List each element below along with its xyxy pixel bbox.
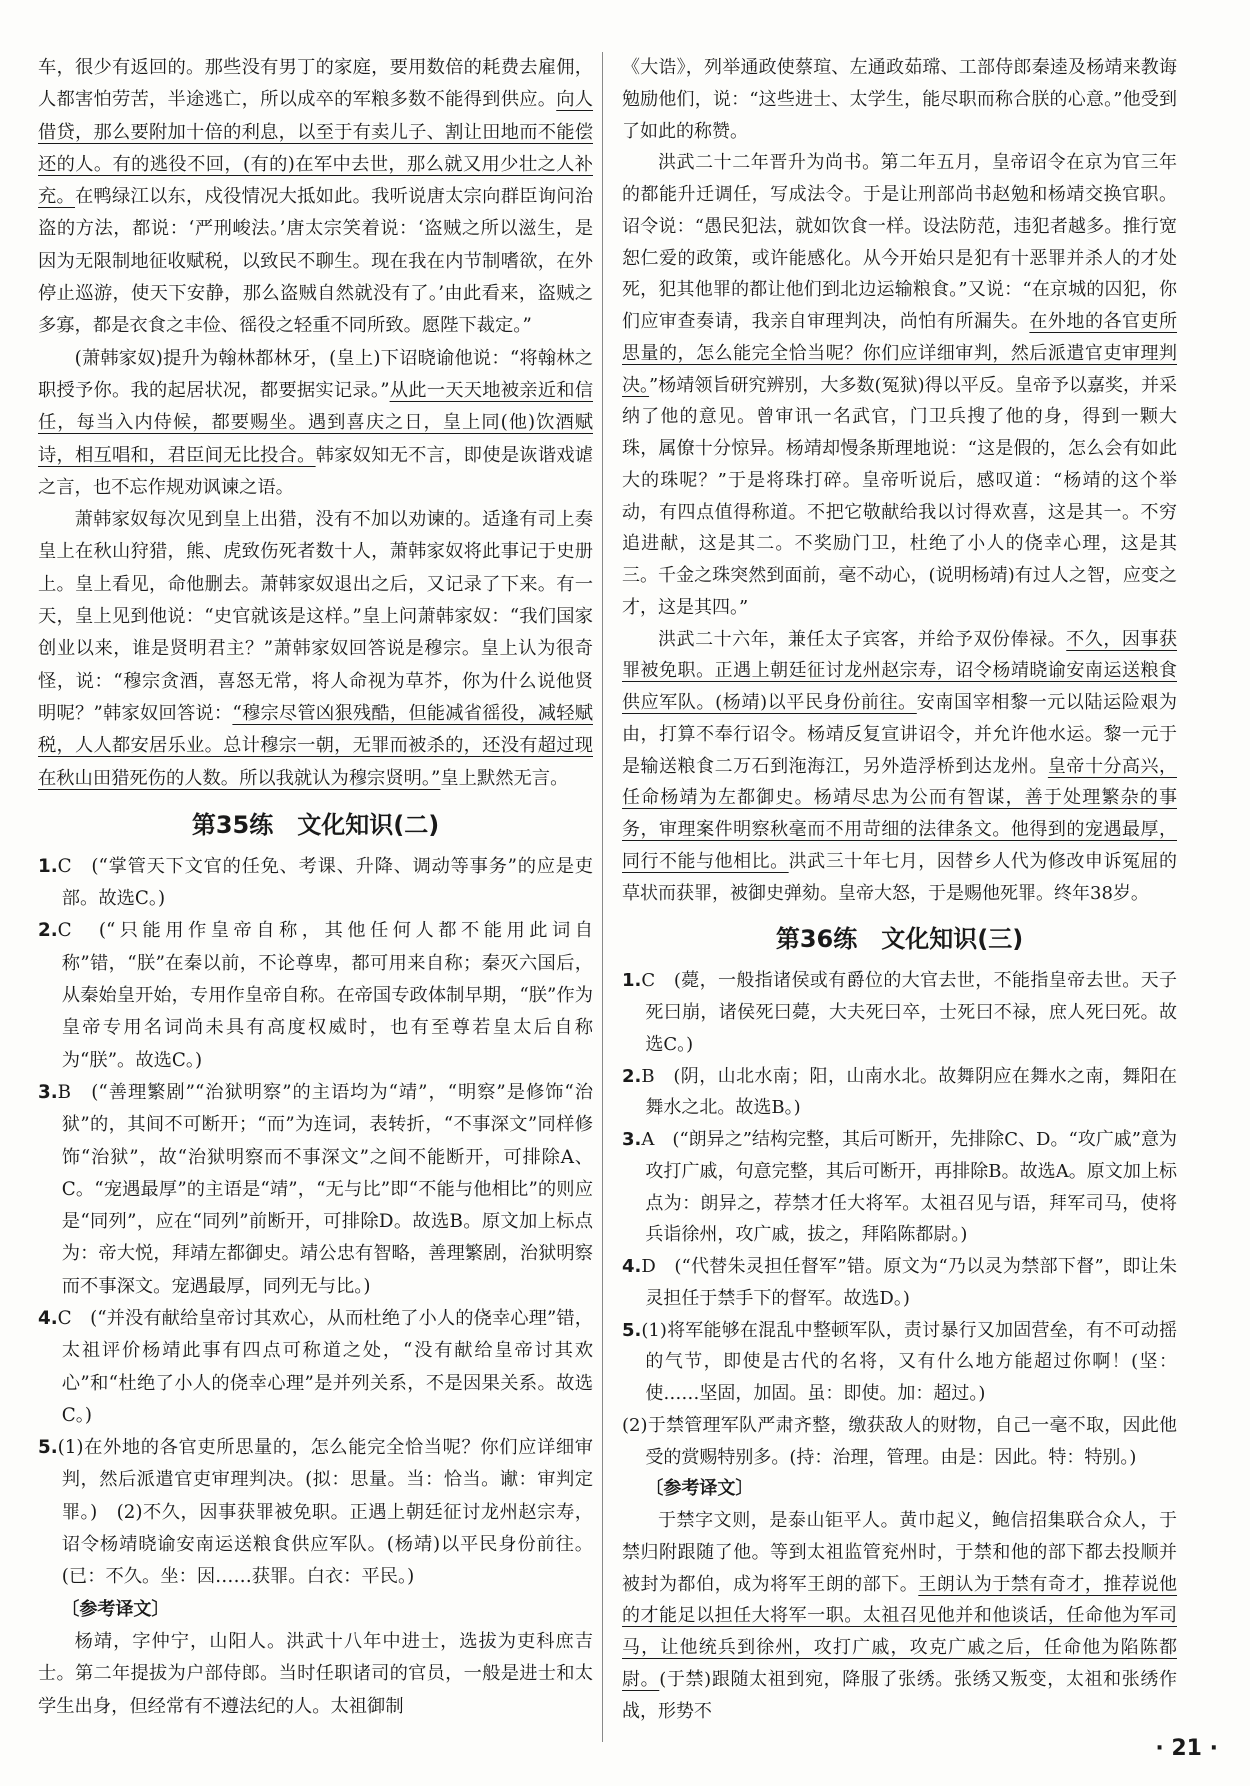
section-title: 第35练 文化知识(二) [191, 810, 440, 839]
reference-translation-label: 〔参考译文〕 [61, 1598, 170, 1620]
column-divider [602, 52, 603, 1742]
answer-item: 1.C (薨，一般指诸侯或有爵位的大官去世，不能指皇帝去世。天子死曰崩，诸侯死曰薨，大夫死曰卒，士死曰不禄，庶人死曰死。故选C。) [622, 970, 1177, 1055]
answer-item: 4.D (“代替朱灵担任督军”错。原文为“乃以灵为禁部下督”，即让朱灵担任于禁手下的督军。故选D。) [622, 1256, 1177, 1309]
paragraph: 于禁字文则，是泰山钜平人。黄巾起义，鲍信招集联合众人，于禁归附跟随了他。等到太祖监管兖州时，于禁和他的部下都去投顺并被封为都伯，成为将军王朗的部下。王朗认为于禁有奇才，推荐说他的才能足以担任大将军一职。太祖召见他并和他谈话，任命他为军司马，让他统兵到徐州，攻打广戚，攻克广戚之后，任命他为陷陈都尉。(于禁)跟随太祖到宛，降服了张绣。张绣又叛变，太祖和张绣作战，形势不 [622, 1510, 1178, 1722]
answer-item: 3.B (“善理繁剧”“治狱明察”的主语均为“靖”，“明察”是修饰“治狱”的，其间不可断开；“而”为连词，表转折，“不事深文”同样修饰“治狱”，故“治狱明察而不事深文”之间不能断开，可排除A、C。“宠遇最厚”的主语是“靖”，“无与比”即“不能与他相比”的则应是“同列”，应在“同列”前断开，可排除D。故选B。原文加上标点为：帝大悦，拜靖左都御史。靖公忠有智略，善理繁剧，治狱明察而不事深文。宠遇最厚，同列无与比。) [38, 1081, 593, 1297]
right-column [622, 52, 1177, 1727]
answer-item: 2.C (“只能用作皇帝自称，其他任何人都不能用此词自称”错，“朕”在秦以前，不论尊卑，都可用来自称；秦灭六国后，从秦始皇开始，专用作皇帝自称。在帝国专政体制早期，“朕”作为皇帝专用名词尚未具有高度权威时，也有至尊若皇太后自称为“朕”。故选C。) [38, 920, 593, 1071]
answer-item: 5.(1)在外地的各官吏所思量的，怎么能完全恰当呢？你们应详细审判，然后派遣官吏审理判决。(拟：思量。当：恰当。谳：审判定罪。) (2)不久，因事获罪被免职。正遇上朝廷征讨龙州赵宗寿，诏令杨靖晓谕安南运送粮食供应军队。(杨靖)以平民身份前往。(已：不久。坐：因……获罪。白衣：平民。) [38, 1437, 593, 1588]
left-column [38, 52, 593, 1723]
answer-item: 5.(1)将军能够在混乱中整顿军队，责讨暴行又加固营垒，有不可动摇的气节，即使是古代的名将，又有什么地方能超过你啊！(坚：使……坚固，加固。虽：即使。加：超过。) [622, 1319, 1177, 1404]
reference-translation-label: 〔参考译文〕 [645, 1478, 754, 1500]
paragraph: 车，很少有返回的。那些没有男丁的家庭，要用数倍的耗费去雇佣，人都害怕劳苦，半途逃亡，所以成卒的军粮多数不能得到供应。向人借贷，那么要附加十倍的利息，以至于有卖儿子、割让田地而不能偿还的人。有的逃役不回，(有的)在军中去世，那么就又用少壮之人补充。在鸭绿江以东，戍役情况大抵如此。我听说唐太宗向群臣询问治盗的方法，都说：‘严刑峻法。’唐太宗笑着说：‘盗贼之所以滋生，是因为无限制地征收赋税，以致民不聊生。现在我在内节制嗜欲，在外停止巡游，使天下安静，那么盗贼自然就没有了。’由此看来，盗贼之多寡，都是衣食之丰俭、徭役之轻重不同所致。愿陛下裁定。” [38, 57, 594, 337]
answer-item: 4.C (“并没有献给皇帝讨其欢心，从而杜绝了小人的侥幸心理”错，太祖评价杨靖此事有四点可称道之处，“没有献给皇帝讨其欢心”和“杜绝了小人的侥幸心理”是并列关系，不是因果关系。故选C。) [38, 1307, 593, 1426]
answer-item: 3.A (“朗异之”结构完整，其后可断开，先排除C、D。“攻广戚”意为攻打广戚，句意完整，其后可断开，再排除B。故选A。原文加上标点为：朗异之，荐禁才任大将军。太祖召见与语，拜军司马，使将兵诣徐州，攻广戚，拔之，拜陷陈都尉。) [622, 1129, 1177, 1246]
paragraph: (萧韩家奴)提升为翰林都林牙，(皇上)下诏晓谕他说：“将翰林之职授予你。我的起居状况，都要据实记录。”从此一天天地被亲近和信任，每当入内侍候，都要赐坐。遇到喜庆之日，皇上同(他)饮酒赋诗，相互唱和，君臣间无比投合。韩家奴知无不言，即使是诙谐戏谑之言，也不忘作规劝讽谏之语。 [38, 347, 594, 498]
section-title: 第36练 文化知识(三) [775, 925, 1024, 954]
paragraph: 杨靖，字仲宁，山阳人。洪武十八年中进士，选拔为吏科庶吉士。第二年提拔为户部侍郎。当时任职诸司的官员，一般是进士和太学生出身，但经常有不遵法纪的人。太祖御制 [38, 1630, 593, 1717]
paragraph: 《大诰》，列举通政使蔡瑄、左通政茹瑺、工部侍郎秦逵及杨靖来教诲勉励他们，说：“这些进士、太学生，能尽职而称合朕的心意。”他受到了如此的称赞。 [622, 57, 1177, 142]
answer-item: 2.B (阴，山北水南；阳，山南水北。故舞阴应在舞水之南，舞阳在舞水之北。故选B。) [622, 1065, 1177, 1119]
answer-item: 1.C (“掌管天下文官的任免、考课、升降、调动等事务”的应是吏部。故选C。) [38, 855, 593, 910]
paragraph: 洪武二十二年晋升为尚书。第二年五月，皇帝诏令在京为官三年的都能升迁调任，写成法令。于是让刑部尚书赵勉和杨靖交换官职。诏令说：“愚民犯法，就如饮食一样。设法防范，违犯者越多。推行宽恕仁爱的政策，或许能感化。从今开始只是犯有十恶罪并杀人的才处死，犯其他罪的都让他们到北边运输粮食。”又说：“在京城的囚犯，你们应审查奏请，我亲自审理判决，尚怕有所漏失。在外地的各官吏所思量的，怎么能完全恰当呢？你们应详细审判，然后派遣官吏审理判决。”杨靖领旨研究辨别，大多数(冤狱)得以平反。皇帝予以嘉奖，并采纳了他的意见。曾审讯一名武官，门卫兵搜了他的身，得到一颗大珠，属僚十分惊异。杨靖却慢条斯理地说：“这是假的，怎么会有如此大的珠呢？”于是将珠打碎。皇帝听说后，感叹道：“杨靖的这个举动，有四点值得称道。不把它敬献给我以讨得欢喜，这是其一。不穷追进献，这是其二。不奖励门卫，杜绝了小人的侥幸心理，这是其三。千金之珠突然到面前，毫不动心，(说明杨靖)有过人之智，应变之才，这是其四。” [622, 152, 1178, 618]
paragraph: 萧韩家奴每次见到皇上出猎，没有不加以劝谏的。适逢有司上奏皇上在秋山狩猎，熊、虎致伤死者数十人，萧韩家奴将此事记于史册上。皇上看见，命他删去。萧韩家奴退出之后，又记录了下来。有一天，皇上见到他说：“史官就该是这样。”皇上问萧韩家奴：“我们国家创业以来，谁是贤明君主？”萧韩家奴回答说是穆宗。皇上认为很奇怪，说：“穆宗贪酒，喜怒无常，将人命视为草芥，你为什么说他贤明呢？”韩家奴回答说：“穆宗尽管凶狠残酷，但能减省徭役，减轻赋税，人人都安居乐业。总计穆宗一朝，无罪而被杀的，还没有超过现在秋山田猎死伤的人数。所以我就认为穆宗贤明。”皇上默然无言。 [38, 509, 593, 789]
answer-item: (2)于禁管理军队严肃齐整，缴获敌人的财物，自己一毫不取，因此他受的赏赐特别多。(持：治理，管理。由是：因此。特：特别。) [622, 1414, 1177, 1468]
paragraph: 洪武二十六年，兼任太子宾客，并给予双份俸禄。不久，因事获罪被免职。正遇上朝廷征讨龙州赵宗寿，诏令杨靖晓谕安南运送粮食供应军队。(杨靖)以平民身份前往。安南国宰相黎一元以陆运险艰为由，打算不奉行诏令。杨靖反复宣讲诏令，并允许他水运。黎一元于是输送粮食二万石到沲海江，另外造浮桥到达龙州。皇帝十分高兴，任命杨靖为左都御史。杨靖尽忠为公而有智谋，善于处理繁杂的事务，审理案件明察秋毫而不用苛细的法律条文。他得到的宠遇最厚，同行不能与他相比。洪武三十年七月，因替乡人代为修改申诉冤屈的草状而获罪，被御史弹劾。皇帝大怒，于是赐他死罪。终年38岁。 [622, 628, 1178, 904]
page-number: · 21 · [1155, 1736, 1218, 1761]
